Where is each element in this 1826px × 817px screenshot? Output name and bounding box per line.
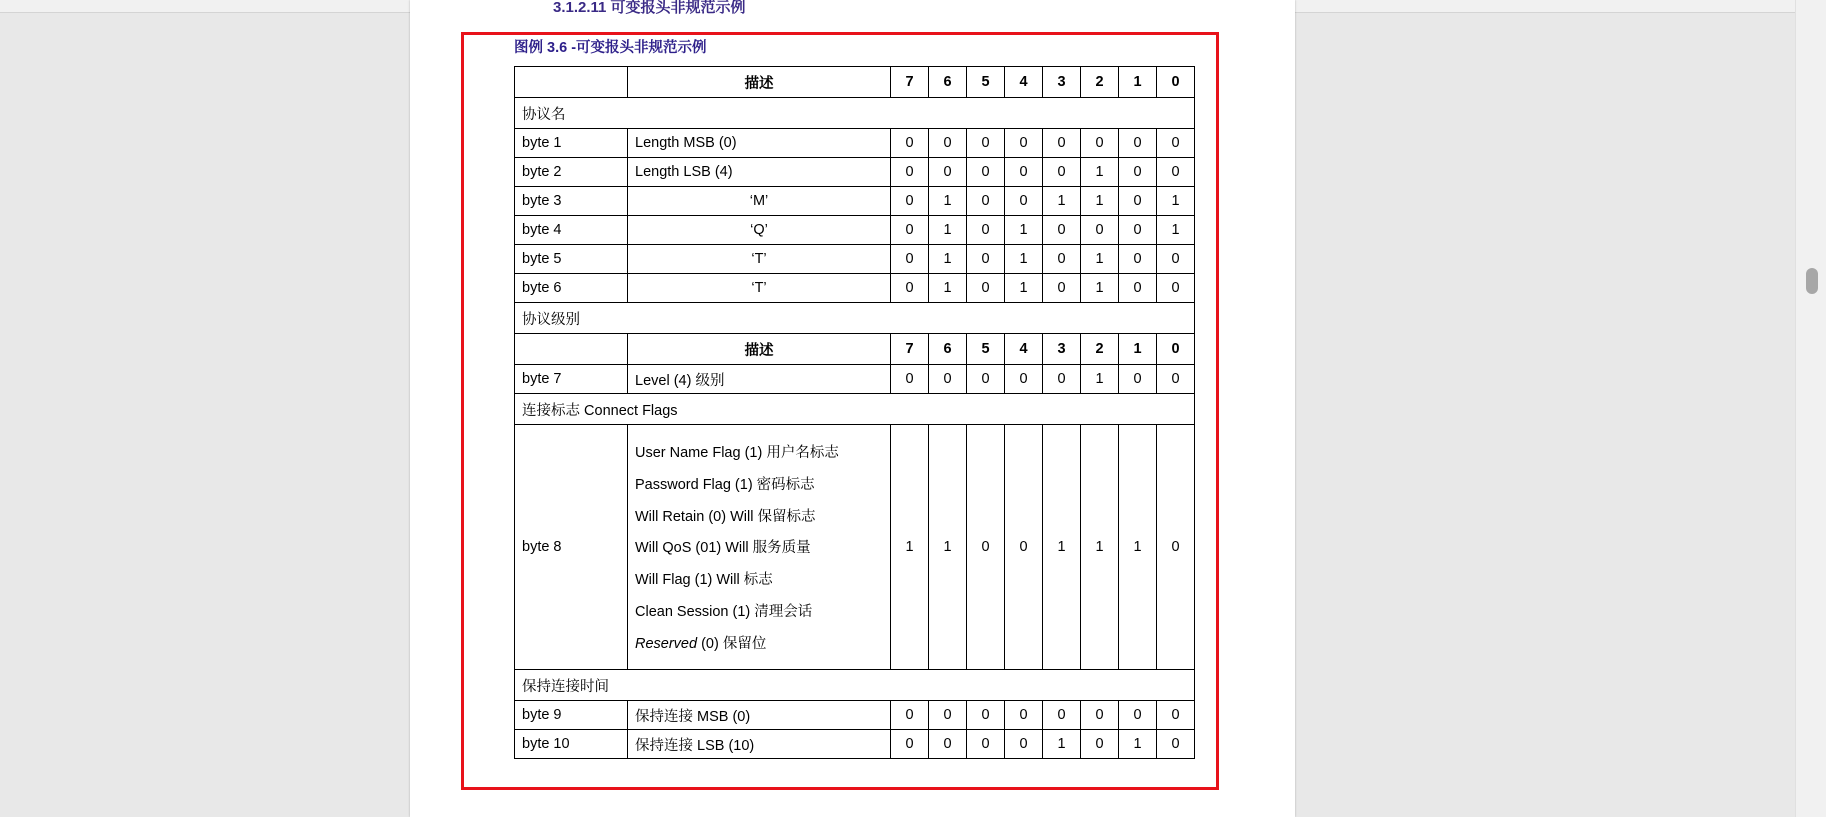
bit-cell: 1 xyxy=(929,187,967,216)
byte-desc: 保持连接 MSB (0) xyxy=(628,701,891,730)
bit-cell: 0 xyxy=(1157,425,1195,670)
bit-cell: 0 xyxy=(1043,701,1081,730)
bit-cell: 0 xyxy=(891,216,929,245)
byte-label: byte 6 xyxy=(515,274,628,303)
bit-cell: 0 xyxy=(967,245,1005,274)
bit-cell: 0 xyxy=(1043,245,1081,274)
bit-cell: 0 xyxy=(1157,245,1195,274)
byte-desc: ‘T’ xyxy=(628,274,891,303)
bit-cell: 0 xyxy=(1005,187,1043,216)
bit-cell: 1 xyxy=(1081,425,1119,670)
bit-cell: 0 xyxy=(967,365,1005,394)
byte-label: byte 1 xyxy=(515,129,628,158)
bit-cell: 1 xyxy=(1005,216,1043,245)
bit-cell: 0 xyxy=(1119,274,1157,303)
bit-cell: 0 xyxy=(929,158,967,187)
byte-label: byte 4 xyxy=(515,216,628,245)
bit-cell: 0 xyxy=(1005,365,1043,394)
bit-cell: 1 xyxy=(1081,187,1119,216)
header-bit-cell: 7 xyxy=(891,334,929,365)
bit-cell: 1 xyxy=(1081,274,1119,303)
bit-cell: 0 xyxy=(967,158,1005,187)
bit-cell: 1 xyxy=(1005,245,1043,274)
byte-desc: ‘Q’ xyxy=(628,216,891,245)
bit-cell: 0 xyxy=(967,274,1005,303)
reserved-rest: (0) 保留位 xyxy=(697,635,767,652)
bit-cell: 1 xyxy=(1081,158,1119,187)
section-row-protocol-level xyxy=(515,303,1195,334)
reserved-italic: Reserved xyxy=(635,635,698,652)
bit-cell: 0 xyxy=(891,701,929,730)
header-empty-cell xyxy=(515,67,628,98)
flag-item: Clean Session (1) 清理会话 xyxy=(635,604,813,621)
byte-desc: 保持连接 LSB (10) xyxy=(628,730,891,759)
flag-item: User Name Flag (1) 用户名标志 xyxy=(635,445,839,461)
bit-cell: 0 xyxy=(1119,187,1157,216)
flag-item: Will Flag (1) Will 标志 xyxy=(635,572,773,589)
header-bit-cell: 6 xyxy=(929,67,967,98)
table-header-row xyxy=(515,67,1195,98)
section-title: 保持连接时间 xyxy=(515,670,1195,701)
bit-cell: 1 xyxy=(1119,425,1157,670)
bit-cell: 0 xyxy=(967,129,1005,158)
bit-cell: 0 xyxy=(1119,158,1157,187)
bit-cell: 1 xyxy=(1005,274,1043,303)
variable-header-table xyxy=(514,66,1195,759)
bit-cell: 0 xyxy=(1005,425,1043,670)
bit-cell: 1 xyxy=(1119,730,1157,759)
bit-cell: 0 xyxy=(967,187,1005,216)
bit-cell: 0 xyxy=(891,730,929,759)
byte-label: byte 8 xyxy=(515,425,628,670)
table-row xyxy=(515,216,1195,245)
vertical-scrollbar[interactable] xyxy=(1795,0,1826,817)
byte-label: byte 2 xyxy=(515,158,628,187)
byte-label: byte 10 xyxy=(515,730,628,759)
bit-cell: 0 xyxy=(1043,129,1081,158)
header-bit-cell: 1 xyxy=(1119,67,1157,98)
bit-cell: 0 xyxy=(1157,158,1195,187)
bit-cell: 0 xyxy=(967,730,1005,759)
header-bit-cell: 6 xyxy=(929,334,967,365)
bit-cell: 1 xyxy=(929,245,967,274)
header-bit-cell: 3 xyxy=(1043,334,1081,365)
bit-cell: 0 xyxy=(1157,701,1195,730)
bit-cell: 0 xyxy=(929,365,967,394)
bit-cell: 0 xyxy=(929,730,967,759)
table-row xyxy=(515,365,1195,394)
bit-cell: 0 xyxy=(1043,216,1081,245)
bit-cell: 0 xyxy=(1119,365,1157,394)
bit-cell: 1 xyxy=(1043,187,1081,216)
flag-item: Will Retain (0) Will 保留标志 xyxy=(635,508,816,525)
bit-cell: 0 xyxy=(929,701,967,730)
byte-desc: Length MSB (0) xyxy=(628,129,891,158)
byte-label: byte 9 xyxy=(515,701,628,730)
bit-cell: 0 xyxy=(1119,701,1157,730)
figure-caption: 图例 3.6 -可变报头非规范示例 xyxy=(514,40,707,56)
table-row xyxy=(515,425,1195,670)
byte-desc: ‘T’ xyxy=(628,245,891,274)
section-title: 连接标志 Connect Flags xyxy=(515,394,1195,425)
bit-cell: 0 xyxy=(1005,701,1043,730)
bit-cell: 1 xyxy=(1043,425,1081,670)
bit-cell: 0 xyxy=(1081,730,1119,759)
flag-item-reserved xyxy=(635,632,883,653)
byte-desc: ‘M’ xyxy=(628,187,891,216)
section-heading: 3.1.2.11 可变报头非规范示例 xyxy=(553,0,746,16)
bit-cell: 0 xyxy=(891,158,929,187)
scrollbar-thumb[interactable] xyxy=(1806,268,1818,294)
bit-cell: 0 xyxy=(1081,129,1119,158)
table-row xyxy=(515,245,1195,274)
bit-cell: 0 xyxy=(1157,129,1195,158)
bit-cell: 1 xyxy=(1157,216,1195,245)
byte-label: byte 7 xyxy=(515,365,628,394)
header-bit-cell: 0 xyxy=(1157,334,1195,365)
bit-cell: 0 xyxy=(1043,158,1081,187)
header-bit-cell: 4 xyxy=(1005,67,1043,98)
connect-flag-list xyxy=(635,441,883,653)
bit-cell: 0 xyxy=(1119,216,1157,245)
bit-cell: 0 xyxy=(1081,216,1119,245)
bit-cell: 0 xyxy=(1043,365,1081,394)
bit-cell: 1 xyxy=(1043,730,1081,759)
section-row-connect-flags xyxy=(515,394,1195,425)
table-row xyxy=(515,274,1195,303)
bit-cell: 1 xyxy=(929,425,967,670)
header-bit-cell: 2 xyxy=(1081,67,1119,98)
bit-cell: 0 xyxy=(891,245,929,274)
flag-item: Password Flag (1) 密码标志 xyxy=(635,476,815,493)
bit-cell: 0 xyxy=(1005,730,1043,759)
byte-label: byte 3 xyxy=(515,187,628,216)
table-row xyxy=(515,187,1195,216)
section-row-keep-alive xyxy=(515,670,1195,701)
bit-cell: 0 xyxy=(1119,129,1157,158)
header-bit-cell: 5 xyxy=(967,334,1005,365)
byte-desc xyxy=(628,425,891,670)
flag-item: Will QoS (01) Will 服务质量 xyxy=(635,540,811,557)
bit-cell: 0 xyxy=(1043,274,1081,303)
bit-cell: 0 xyxy=(967,425,1005,670)
table-row xyxy=(515,730,1195,759)
bit-cell: 1 xyxy=(1081,365,1119,394)
bit-cell: 1 xyxy=(929,274,967,303)
bit-cell: 0 xyxy=(929,129,967,158)
bit-cell: 0 xyxy=(1119,245,1157,274)
byte-label: byte 5 xyxy=(515,245,628,274)
table-subheader-row xyxy=(515,334,1195,365)
bit-cell: 0 xyxy=(891,187,929,216)
header-bit-cell: 7 xyxy=(891,67,929,98)
table-row xyxy=(515,129,1195,158)
bit-cell: 0 xyxy=(1157,274,1195,303)
bit-cell: 0 xyxy=(967,701,1005,730)
bit-cell: 0 xyxy=(1005,158,1043,187)
bit-cell: 0 xyxy=(1157,365,1195,394)
header-empty-cell xyxy=(515,334,628,365)
section-title: 协议名 xyxy=(515,98,1195,129)
bit-cell: 0 xyxy=(1157,730,1195,759)
bit-cell: 1 xyxy=(1157,187,1195,216)
header-desc-cell: 描述 xyxy=(628,334,891,365)
bit-cell: 0 xyxy=(891,365,929,394)
bit-cell: 0 xyxy=(1005,129,1043,158)
header-bit-cell: 3 xyxy=(1043,67,1081,98)
header-bit-cell: 2 xyxy=(1081,334,1119,365)
bit-cell: 1 xyxy=(1081,245,1119,274)
bit-cell: 1 xyxy=(891,425,929,670)
header-bit-cell: 4 xyxy=(1005,334,1043,365)
header-bit-cell: 1 xyxy=(1119,334,1157,365)
section-title: 协议级别 xyxy=(515,303,1195,334)
byte-desc: Length LSB (4) xyxy=(628,158,891,187)
header-bit-cell: 0 xyxy=(1157,67,1195,98)
table-row xyxy=(515,701,1195,730)
header-desc-cell: 描述 xyxy=(628,67,891,98)
byte-desc: Level (4) 级别 xyxy=(628,365,891,394)
bit-cell: 0 xyxy=(967,216,1005,245)
header-bit-cell: 5 xyxy=(967,67,1005,98)
table-row xyxy=(515,158,1195,187)
bit-cell: 0 xyxy=(1081,701,1119,730)
bit-cell: 0 xyxy=(891,274,929,303)
bit-cell: 0 xyxy=(891,129,929,158)
bit-cell: 1 xyxy=(929,216,967,245)
section-row-protocol-name xyxy=(515,98,1195,129)
